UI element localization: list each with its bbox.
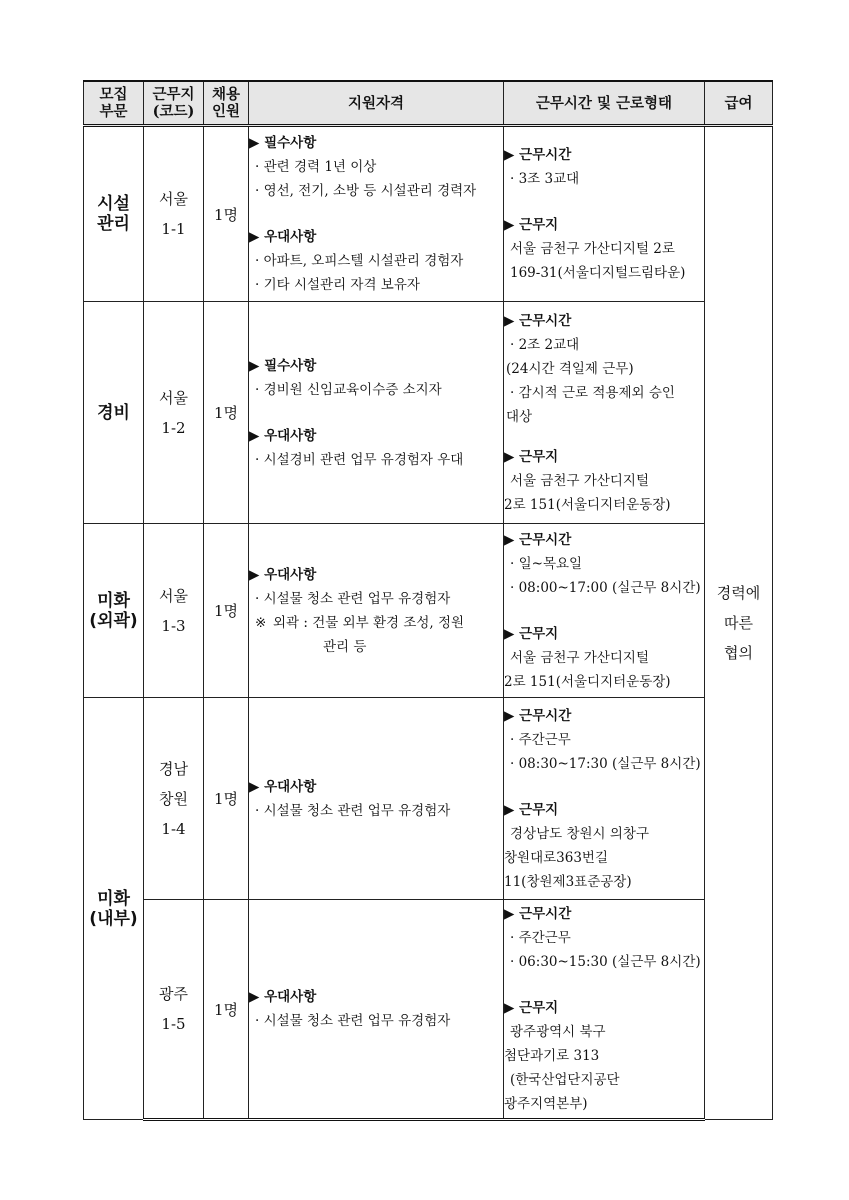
preferred-item: · 시설물 청소 관련 업무 유경험자 [249,799,503,823]
workplace-label: ▶ 근무지 [504,798,704,822]
work-hours-label: ▶ 근무시간 [504,902,704,926]
work-hours-item: · 08:30~17:30 (실근무 8시간) [504,752,704,776]
header-headcount: 채용 인원 [204,81,249,126]
work-hours-label: ▶ 근무시간 [504,528,704,552]
workplace-label: ▶ 근무지 [504,445,704,469]
qualification-cell [249,524,504,698]
workplace-line: 광주지역본부) [504,1096,588,1112]
location-cell: 서울 1-3 [144,524,204,698]
work-hours-item: · 주간근무 [504,926,704,950]
note [249,611,503,659]
workplace-label: ▶ 근무지 [504,622,704,646]
table-row [84,126,773,302]
workplace-label: ▶ 근무지 [504,996,704,1020]
location-cell: 서울 1-2 [144,302,204,524]
header-schedule: 근무시간 및 근로형태 [504,81,705,126]
workplace-line: 11(창원제3표준공장) [504,873,632,890]
dept-cell: 경비 [84,302,144,524]
workplace-line: 경상남도 창원시 의창구 [510,825,649,842]
workplace-line: 광주광역시 북구 [510,1024,606,1040]
workplace-line: 2로 151(서울디지터운동장) [504,496,671,513]
workplace-line: 서울 금천구 가산디지털 [510,649,649,666]
work-hours-label: ▶ 근무시간 [504,309,704,333]
work-hours-item: · 감시적 근로 적용제외 승인 [504,381,704,405]
work-hours-item: · 일~목요일 [504,552,704,576]
workplace-line: (한국산업단지공단 [510,1072,620,1088]
headcount-cell: 1명 [204,698,249,900]
workplace-label: ▶ 근무지 [504,213,704,237]
note-mark: ※ [255,614,267,631]
preferred-label: ▶ 우대사항 [249,225,503,249]
headcount-cell: 1명 [204,126,249,302]
schedule-cell [504,698,705,900]
qualification-cell [249,126,504,302]
qualification-cell [249,302,504,524]
dept-cell: 시설 관리 [84,126,144,302]
work-hours-note: (24시간 격일제 근무) [506,360,634,377]
required-item: · 관련 경력 1년 이상 [249,155,503,179]
header-location: 근무지 (코드) [144,81,204,126]
schedule-cell [504,900,705,1120]
location-cell: 광주 1-5 [144,900,204,1120]
schedule-cell [504,302,705,524]
preferred-item: · 시설물 청소 관련 업무 유경험자 [249,1009,503,1033]
table-header-row [84,81,773,126]
table-row [84,524,773,698]
table-row [84,698,773,900]
header-dept: 모집 부문 [84,81,144,126]
work-hours-item: · 3조 3교대 [504,167,704,191]
table-row [84,302,773,524]
header-qualification: 지원자격 [249,81,504,126]
preferred-item: · 시설물 청소 관련 업무 유경험자 [249,587,503,611]
preferred-label: ▶ 우대사항 [249,563,503,587]
headcount-cell: 1명 [204,302,249,524]
required-label: ▶ 필수사항 [249,354,503,378]
preferred-label: ▶ 우대사항 [249,424,503,448]
table-row [84,900,773,1120]
headcount-cell: 1명 [204,900,249,1120]
recruitment-table [83,80,773,1121]
header-pay: 급여 [705,81,773,126]
note-text: 외곽 : 건물 외부 환경 조성, 정원 [273,614,465,631]
workplace-line: 서울 금천구 가산디지털 2로 [510,241,675,257]
dept-cell: 미화 (내부) [84,698,144,1120]
qualification-cell [249,698,504,900]
location-cell: 서울 1-1 [144,126,204,302]
work-hours-label: ▶ 근무시간 [504,143,704,167]
pay-cell: 경력에 따른 협의 [705,126,773,1120]
workplace-line: 2로 151(서울디지터운동장) [504,673,671,690]
required-item: · 영선, 전기, 소방 등 시설관리 경력자 [249,179,503,203]
workplace-line: 첨단과기로 313 [504,1048,600,1064]
dept-cell: 미화 (외곽) [84,524,144,698]
work-hours-note: 대상 [506,408,533,425]
preferred-label: ▶ 우대사항 [249,775,503,799]
work-hours-item: · 08:00~17:00 (실근무 8시간) [504,576,704,600]
work-hours-item: · 2조 2교대 [504,333,704,357]
required-label: ▶ 필수사항 [249,131,503,155]
preferred-item: · 시설경비 관련 업무 유경험자 우대 [249,448,503,472]
workplace-line: 서울 금천구 가산디지털 [510,472,649,489]
schedule-cell [504,524,705,698]
location-cell: 경남 창원 1-4 [144,698,204,900]
preferred-label: ▶ 우대사항 [249,985,503,1009]
schedule-cell [504,126,705,302]
headcount-cell: 1명 [204,524,249,698]
workplace-line: 169-31(서울디지털드림타운) [510,265,686,281]
preferred-item: · 기타 시설관리 자격 보유자 [249,273,503,297]
work-hours-item: · 주간근무 [504,728,704,752]
work-hours-label: ▶ 근무시간 [504,704,704,728]
work-hours-item: · 06:30~15:30 (실근무 8시간) [504,950,704,974]
preferred-item: · 아파트, 오피스텔 시설관리 경험자 [249,249,503,273]
workplace-line: 창원대로363번길 [504,849,609,866]
qualification-cell [249,900,504,1120]
required-item: · 경비원 신임교육이수증 소지자 [249,378,503,402]
note-continuation: 관리 등 [323,638,367,655]
